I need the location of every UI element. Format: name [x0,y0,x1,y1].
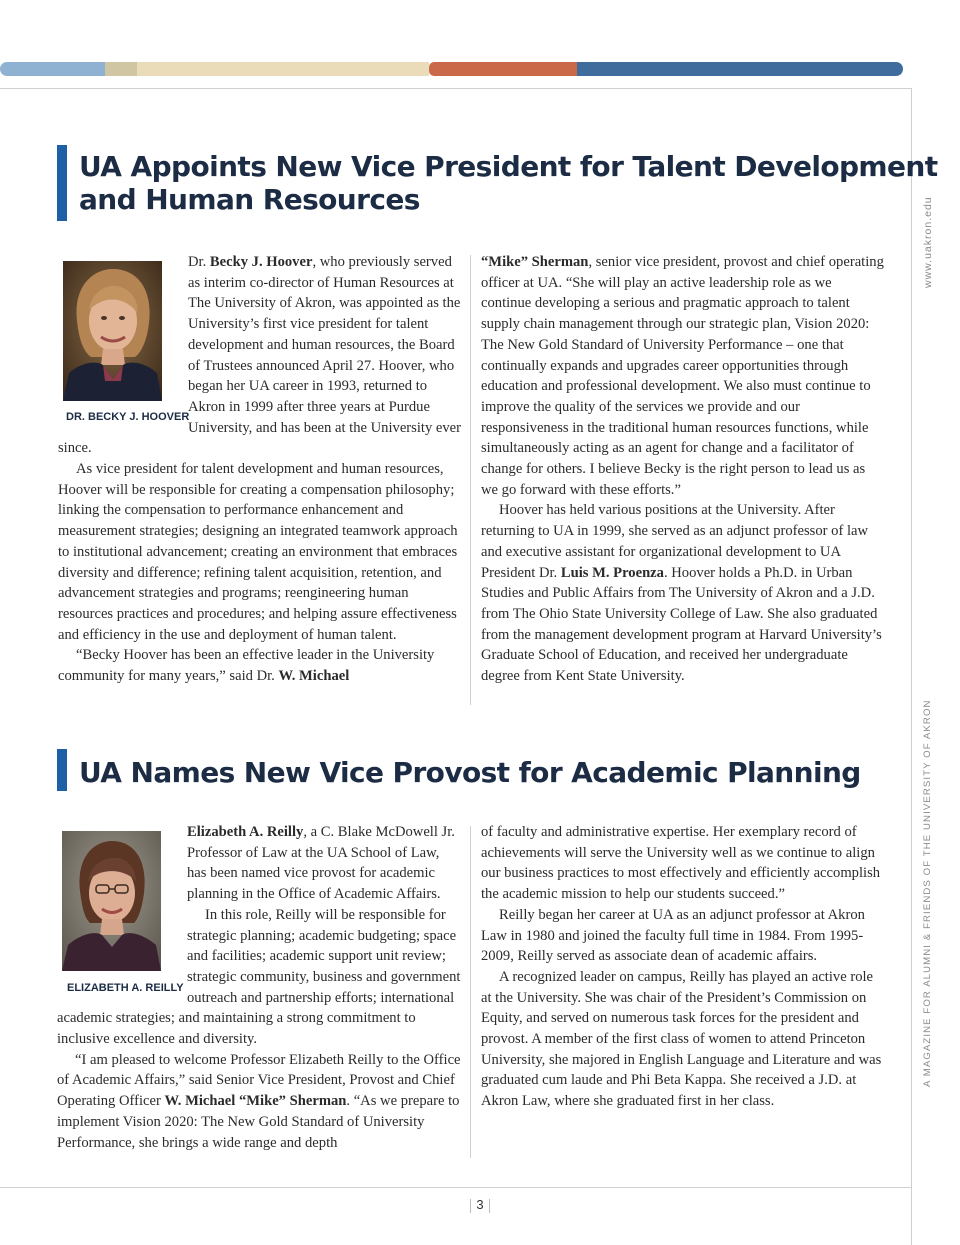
article2-paragraph: “I am pleased to welcome Professor Elizabeth Reilly to the Office of Academic Affairs,” said Senior Vice President, Provost and Chief Operating Officer W. Michael “Mike” Sherman. “As we prepare to implement Vision 2020: The New Gold Standard of University Performance, she brings a wide range and depth [57,1051,461,1151]
side-rule [911,88,912,1245]
article1-headline: UA Appoints New Vice President for Talent Development and Human Resources [79,150,938,216]
reilly-caption: ELIZABETH A. REILLY [67,982,184,994]
article2-headline: UA Names New Vice Provost for Academic Planning [79,756,861,789]
column-divider [470,826,471,1158]
article2-paragraph: A recognized leader on campus, Reilly has played an active role at the University. She was chair of the President’s Commission on Equity, and served on numerous task forces for the president and provost. A member of the first class of women to attend Princeton University, she majored in English Language and Literature and was graduated cum laude and Phi Beta Kappa. She received a J.D. at Akron Law, where she graduated first in her class. [481,968,882,1110]
article1-paragraph: “Mike” Sherman, senior vice president, provost and chief operating officer at UA. “She will play an active leadership role as we continue developing a serious and pragmatic approach to talent supply chain management through our strategic plan, Vision 2020: The New Gold Standard of University Performance – one that continually expands and upgrades career opportunities through education and professional development. We also must continue to improve the quality of the services we provide and our responsiveness in the traditional human resources functions, while simultaneously acting as an agent for change and a facilitator of change for others. I believe Becky is the right person to lead us as we go forward with these efforts.” [481,254,884,498]
column-divider [470,255,471,705]
side-magazine-tagline: A MAGAZINE FOR ALUMNI & FRIENDS OF THE UNIVERSITY OF AKRON [922,699,933,1087]
article1-paragraph: Dr. Becky J. Hoover, who previously served as interim co-director of Human Resources at The University of Akron, was appointed as the University’s first vice president for talent development and human resources, the Board of Trustees announced April 27. Hoover, who began her UA career in 1993, returned to Akron in 1999 after three years at Purdue University, and has been at the University ever since. [58,254,462,457]
bottom-rule [0,1187,912,1188]
article1-paragraph: Hoover has held various positions at the University. After returning to UA in 1999, she served as an adjunct professor of law and executive assistant for organizational development to UA President Dr. Luis M. Proenza. Hoover holds a Ph.D. in Urban Studies and Public Affairs from The University of Akron and a J.D. from The Ohio State University College of Law. She also graduated from the management development program at Harvard University’s Graduate School of Education, and received her undergraduate degree from Kent State University. [481,502,882,685]
article2-right-column [481,822,885,1112]
article2-paragraph: Reilly began her career at UA as an adjunct professor at Akron Law in 1980 and joined the faculty full time in 1984. From 1995-2009, Reilly served as associate dean of academic affairs. [481,906,865,965]
top-rule [0,88,912,89]
article2-left-column [57,822,462,1153]
color-bar-segment [137,62,429,76]
color-bar-segment [0,62,105,76]
article1-paragraph: As vice president for talent development and human resources, Hoover will be responsible for creating a compensation philosophy; linking the compensation to performance enhancement and measurement strategies; designing an integrated teamwork approach to institutional advancement; creating an environment that embraces diversity and difference; refining talent acquisition, retention, and advancement strategies and programs; reengineering human resources practices and procedures; and helping assure effectiveness and efficiency in the use and deployment of human talent. [58,461,458,643]
page-number: 3 [470,1197,490,1212]
headline-accent-bar [57,145,67,221]
top-color-bar [0,62,903,76]
article1-paragraph: “Becky Hoover has been an effective leader in the University community for many years,” said Dr. W. Michael [58,647,435,685]
side-url: www.uakron.edu [922,196,934,288]
color-bar-segment [429,62,577,76]
article2-paragraph: In this role, Reilly will be responsible for strategic planning; academic budgeting; space and facilities; academic support unit review; strategic community, business and government outreach and partnership efforts; international academic strategies; and maintaining a strong commitment to inclusive excellence and diversity. [57,906,461,1048]
color-bar-segment [105,62,137,76]
color-bar-segment [577,62,903,76]
article2-paragraph: of faculty and administrative expertise. Her exemplary record of achievements will serve the University well as we continue to align our business practices to most effectively and efficiently accomplish the academic mission to help our students succeed.” [481,824,881,903]
article1-right-column [481,252,885,687]
article2-paragraph: Elizabeth A. Reilly, a C. Blake McDowell Jr. Professor of Law at the UA School of Law, has been named vice provost for academic planning in the Office of Academic Affairs. [187,824,455,903]
article1-left-column [58,252,462,687]
headline-accent-bar [57,749,67,791]
hoover-caption: DR. BECKY J. HOOVER [66,411,190,423]
